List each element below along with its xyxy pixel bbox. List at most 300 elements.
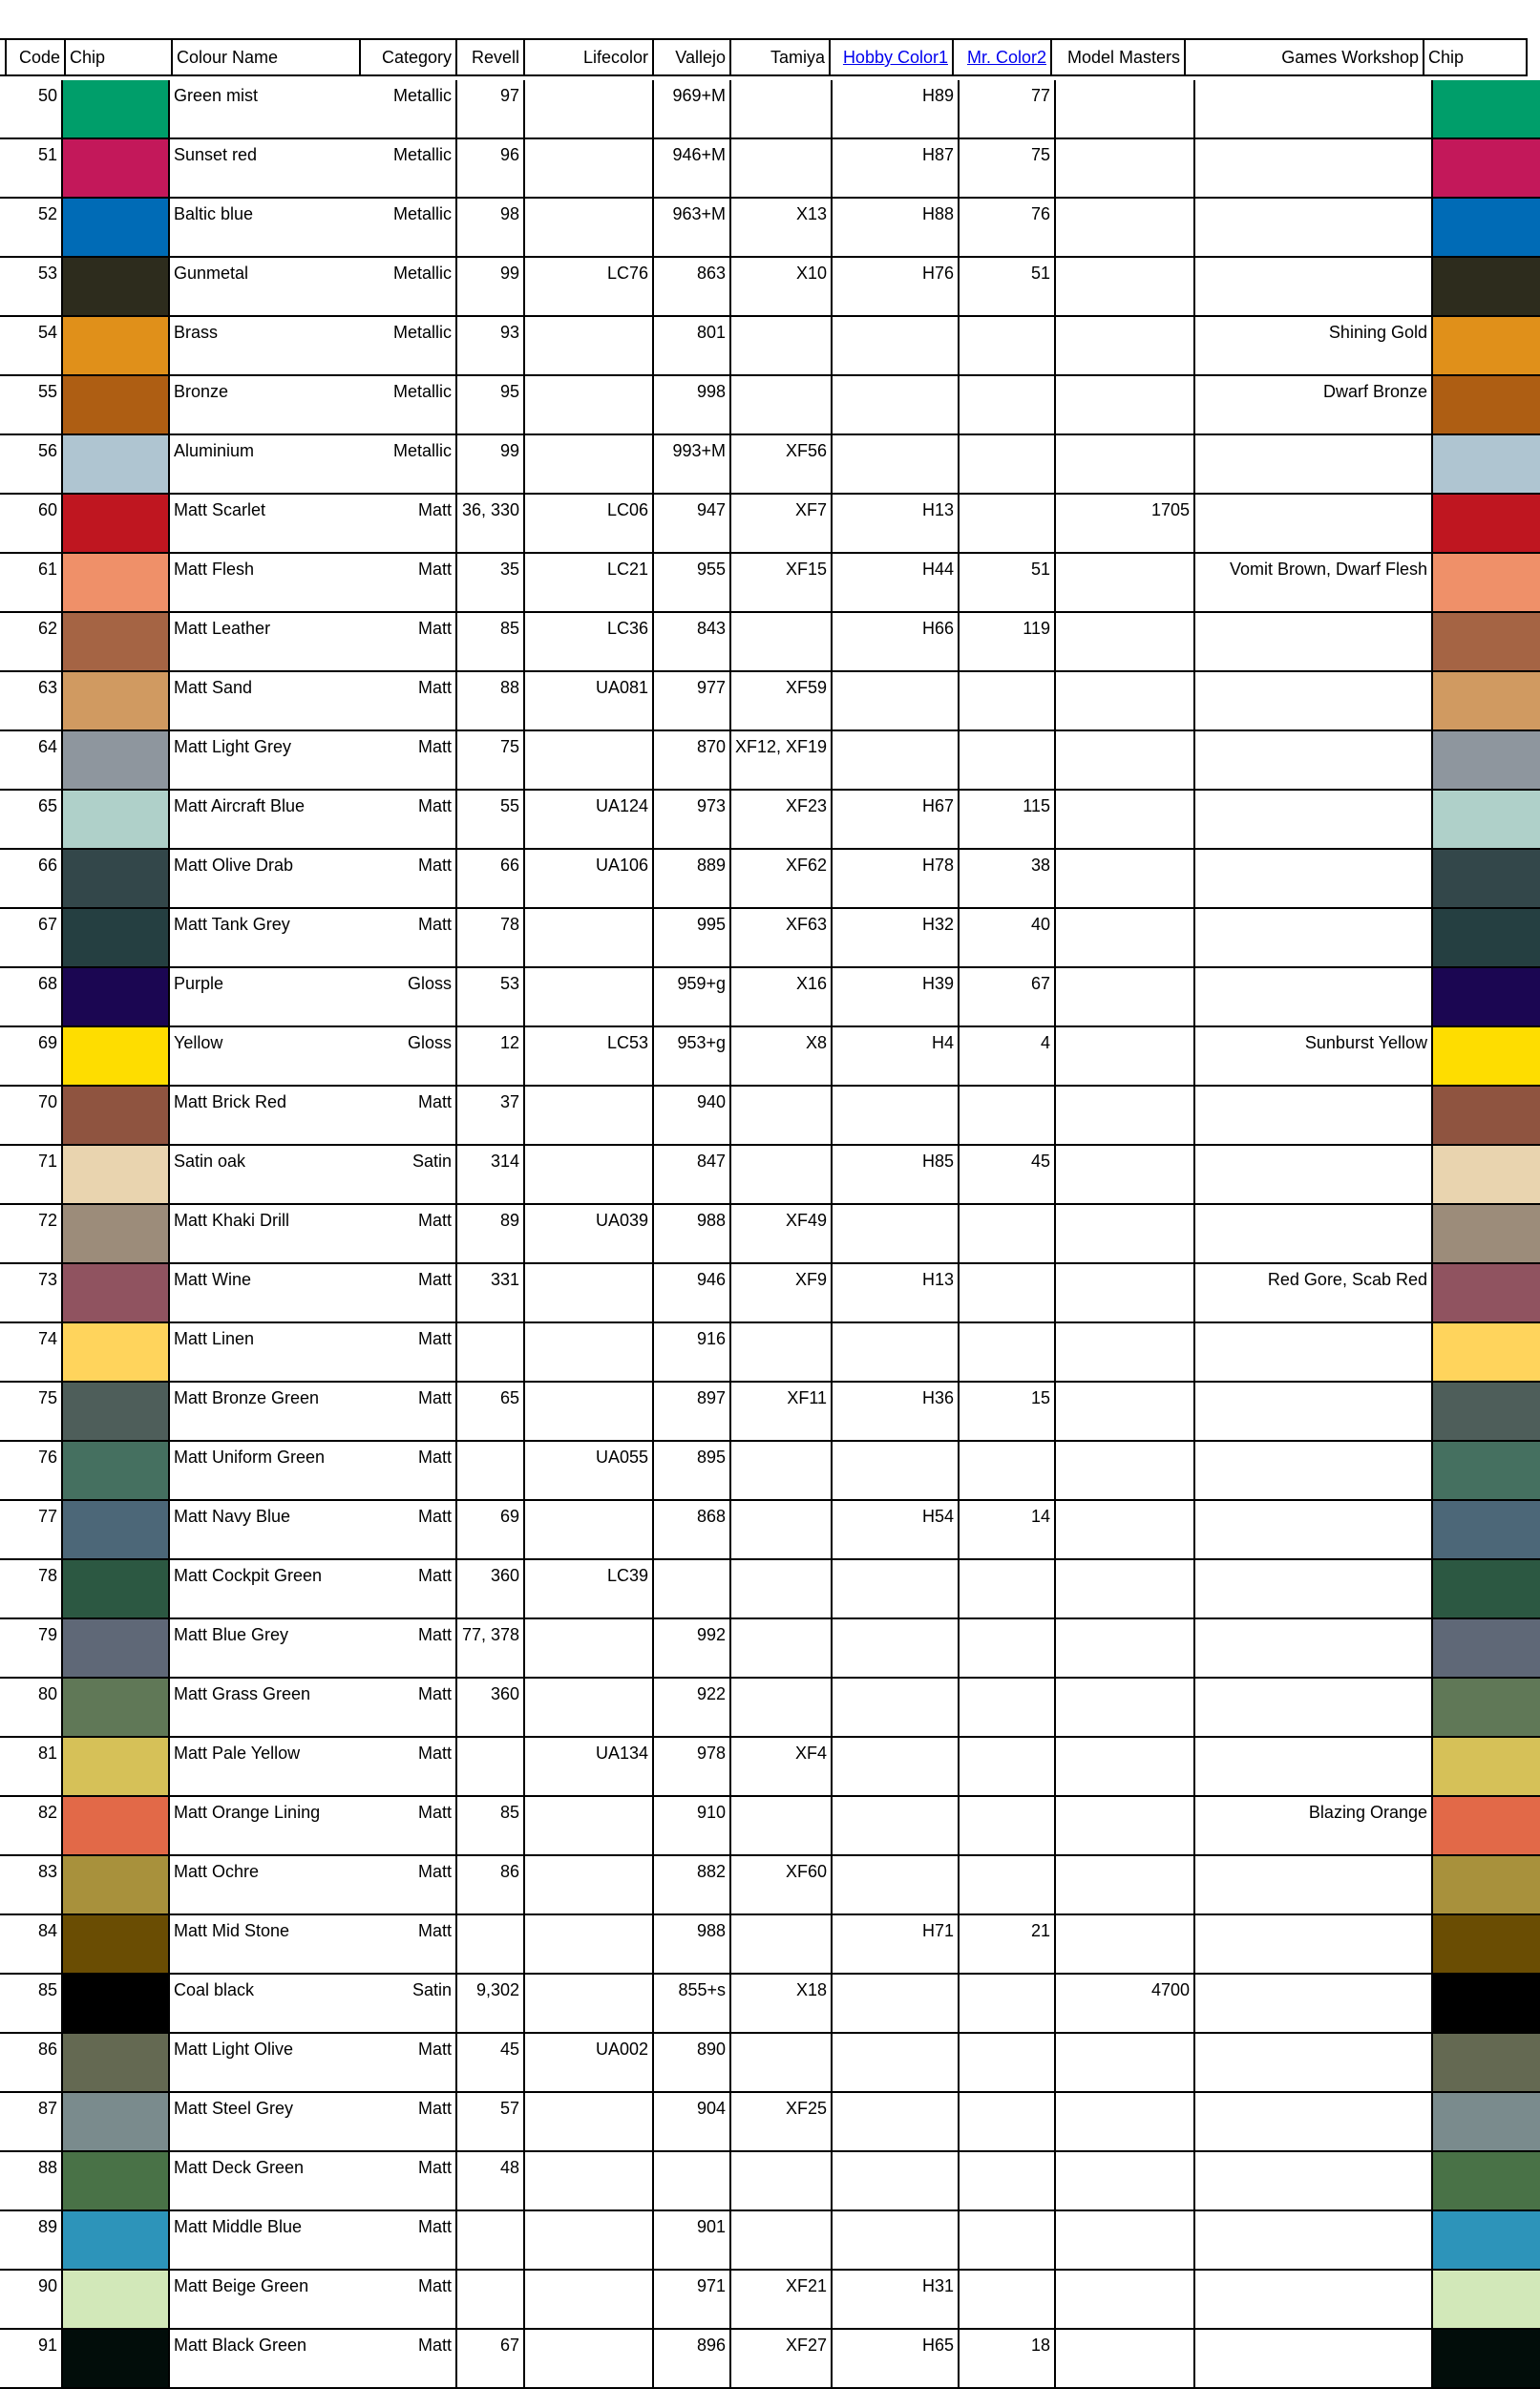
mr-color-cell (960, 495, 1054, 554)
model-masters-cell (1056, 317, 1193, 376)
vallejo-cell: 896 (696, 2336, 726, 2355)
category-cell: Matt (417, 2158, 452, 2177)
colour-chip-2 (1433, 139, 1540, 199)
revell-cell: 53 (499, 974, 519, 993)
header-model-masters: Model Masters (1066, 48, 1180, 67)
category-cell: Satin (411, 1980, 452, 1999)
code-cell: 77 (37, 1507, 57, 1526)
tamiya-cell: XF63 (785, 915, 827, 934)
revell-cell: 85 (499, 1803, 519, 1822)
games-workshop-cell: Blazing Orange (1308, 1803, 1427, 1822)
table-row (0, 139, 1540, 199)
vallejo-cell: 946+M (672, 145, 726, 164)
mr-color-cell (960, 2211, 1054, 2271)
tamiya-cell: XF12, XF19 (734, 737, 827, 756)
hobby-color-cell: H13 (921, 500, 954, 519)
colour-chip-2 (1433, 1560, 1540, 1619)
model-masters-cell: 1705 (1150, 500, 1190, 519)
code-cell: 71 (37, 1152, 57, 1171)
model-masters-cell (1056, 791, 1193, 850)
revell-cell: 35 (499, 560, 519, 579)
vallejo-cell: 897 (696, 1388, 726, 1407)
colour-name-cell: Matt Bronze Green (174, 1388, 320, 1407)
colour-chip-2 (1433, 1501, 1540, 1560)
colour-name-cell: Purple (174, 974, 224, 993)
vallejo-cell: 973 (696, 796, 726, 815)
mr-color-cell (960, 731, 1054, 791)
colour-name-cell: Matt Flesh (174, 560, 255, 579)
revell-cell: 12 (499, 1033, 519, 1052)
hobby-color-cell (833, 2211, 958, 2271)
colour-chip-2 (1433, 1619, 1540, 1679)
model-masters-cell (1056, 1264, 1193, 1323)
colour-chip (63, 1679, 168, 1738)
category-cell: Matt (417, 2099, 452, 2118)
tamiya-cell (731, 2211, 831, 2271)
lifecolor-cell (525, 1146, 652, 1205)
lifecolor-cell (525, 435, 652, 495)
code-cell: 86 (37, 2040, 57, 2059)
colour-name-cell: Matt Sand (174, 678, 253, 697)
colour-chip (63, 1383, 168, 1442)
vallejo-cell: 959+g (677, 974, 726, 993)
hobby-color-cell (833, 2093, 958, 2152)
lifecolor-cell (525, 139, 652, 199)
colour-name-cell: Matt Ochre (174, 1862, 260, 1881)
table-row (0, 1323, 1540, 1383)
category-cell: Gloss (407, 1033, 452, 1052)
tamiya-cell (731, 1146, 831, 1205)
mr-color-cell: 115 (1023, 796, 1050, 815)
model-masters-cell (1056, 2034, 1193, 2093)
code-cell: 68 (37, 974, 57, 993)
hobby-color-cell: H32 (921, 915, 954, 934)
colour-chip (63, 850, 168, 909)
colour-name-cell: Brass (174, 323, 219, 342)
mr-color-cell (960, 1087, 1054, 1146)
colour-name-cell: Green mist (174, 86, 259, 105)
lifecolor-cell (525, 1797, 652, 1856)
lifecolor-cell: LC39 (606, 1566, 648, 1585)
colour-name-cell: Baltic blue (174, 204, 254, 223)
vallejo-cell: 988 (696, 1921, 726, 1940)
model-masters-cell (1056, 1856, 1193, 1915)
lifecolor-cell (525, 1975, 652, 2034)
games-workshop-cell (1195, 791, 1431, 850)
colour-name-cell: Matt Light Grey (174, 737, 292, 756)
colour-chip (63, 1738, 168, 1797)
header-colour-name: Colour Name (177, 48, 279, 67)
category-cell: Matt (417, 2040, 452, 2059)
model-masters-cell (1056, 613, 1193, 672)
table-row (0, 1442, 1540, 1501)
column-divider (61, 80, 63, 2389)
games-workshop-cell (1195, 1442, 1431, 1501)
vallejo-cell: 947 (696, 500, 726, 519)
model-masters-cell (1056, 1738, 1193, 1797)
revell-cell: 57 (499, 2099, 519, 2118)
games-workshop-cell (1195, 495, 1431, 554)
hobby-color-cell: H54 (921, 1507, 954, 1526)
colour-chip-2 (1433, 199, 1540, 258)
mr-color-cell: 21 (1030, 1921, 1050, 1940)
vallejo-cell: 895 (696, 1448, 726, 1467)
colour-chip (63, 1087, 168, 1146)
colour-chip (63, 317, 168, 376)
column-divider (455, 80, 457, 2389)
colour-chip (63, 791, 168, 850)
code-cell: 84 (37, 1921, 57, 1940)
colour-name-cell: Matt Navy Blue (174, 1507, 291, 1526)
revell-cell: 45 (499, 2040, 519, 2059)
colour-name-cell: Matt Mid Stone (174, 1921, 290, 1940)
lifecolor-cell (525, 1856, 652, 1915)
category-cell: Matt (417, 2336, 452, 2355)
colour-chip-2 (1433, 495, 1540, 554)
table-row (0, 731, 1540, 791)
tamiya-cell: XF11 (787, 1388, 827, 1407)
mr-color-cell: 14 (1030, 1507, 1050, 1526)
games-workshop-cell (1195, 1679, 1431, 1738)
mr-color-cell: 75 (1030, 145, 1050, 164)
vallejo-cell: 998 (696, 382, 726, 401)
table-row (0, 1383, 1540, 1442)
colour-chip (63, 1442, 168, 1501)
colour-chip-2 (1433, 376, 1540, 435)
hobby-color-cell (833, 1797, 958, 1856)
code-cell: 80 (37, 1684, 57, 1703)
revell-cell: 360 (490, 1684, 519, 1703)
colour-chip-2 (1433, 613, 1540, 672)
model-masters-cell (1056, 2271, 1193, 2330)
mr-color-cell: 15 (1030, 1388, 1050, 1407)
hobby-color-cell: H67 (921, 796, 954, 815)
mr-color-cell: 67 (1030, 974, 1050, 993)
table-row (0, 317, 1540, 376)
games-workshop-cell (1195, 1087, 1431, 1146)
mr-color-cell: 119 (1023, 619, 1050, 638)
table-row (0, 1560, 1540, 1619)
lifecolor-cell (525, 2271, 652, 2330)
category-cell: Matt (417, 2276, 452, 2295)
model-masters-cell: 4700 (1150, 1980, 1190, 1999)
lifecolor-cell (525, 2093, 652, 2152)
table-row (0, 1027, 1540, 1087)
colour-name-cell: Matt Scarlet (174, 500, 266, 519)
revell-cell: 37 (499, 1092, 519, 1111)
revell-cell: 95 (499, 382, 519, 401)
colour-name-cell: Matt Blue Grey (174, 1625, 289, 1644)
colour-name-cell: Satin oak (174, 1152, 246, 1171)
vallejo-cell: 977 (696, 678, 726, 697)
colour-chip (63, 1975, 168, 2034)
games-workshop-cell (1195, 435, 1431, 495)
model-masters-cell (1056, 1797, 1193, 1856)
hobby-color-cell: H13 (921, 1270, 954, 1289)
mr-color-cell (960, 1797, 1054, 1856)
hobby-color-cell: H65 (921, 2336, 954, 2355)
category-cell: Matt (417, 2217, 452, 2236)
model-masters-cell (1056, 672, 1193, 731)
colour-chip-2 (1433, 1383, 1540, 1442)
colour-name-cell: Matt Deck Green (174, 2158, 305, 2177)
colour-chip-2 (1433, 791, 1540, 850)
table-row (0, 1087, 1540, 1146)
header-hobby-color[interactable] (831, 38, 952, 76)
header-divider (1526, 38, 1528, 76)
lifecolor-cell: UA002 (595, 2040, 648, 2059)
colour-chip (63, 1501, 168, 1560)
vallejo-cell: 863 (696, 264, 726, 283)
column-divider (958, 80, 960, 2389)
hobby-color-link[interactable]: Hobby Color1 (842, 48, 948, 67)
category-cell: Metallic (392, 204, 452, 223)
vallejo-cell: 946 (696, 1270, 726, 1289)
colour-chip-2 (1433, 1264, 1540, 1323)
lifecolor-cell (525, 317, 652, 376)
lifecolor-cell (525, 199, 652, 258)
mr-color-cell (960, 1323, 1054, 1383)
revell-cell: 99 (499, 264, 519, 283)
table-row (0, 2093, 1540, 2152)
mr-color-cell (960, 317, 1054, 376)
code-cell: 91 (37, 2336, 57, 2355)
lifecolor-cell (525, 1087, 652, 1146)
column-divider (1431, 80, 1433, 2389)
revell-cell (457, 1323, 523, 1383)
model-masters-cell (1056, 1560, 1193, 1619)
mr-color-cell (960, 1679, 1054, 1738)
tamiya-cell: XF23 (785, 796, 827, 815)
code-cell: 51 (37, 145, 57, 164)
table-row (0, 1738, 1540, 1797)
category-cell: Metallic (392, 145, 452, 164)
colour-chip (63, 968, 168, 1027)
mr-color-cell (960, 1442, 1054, 1501)
table-row (0, 80, 1540, 139)
vallejo-cell: 868 (696, 1507, 726, 1526)
model-masters-cell (1056, 1619, 1193, 1679)
table-row (0, 1619, 1540, 1679)
colour-chip-2 (1433, 2330, 1540, 2389)
model-masters-cell (1056, 1383, 1193, 1442)
colour-name-cell: Bronze (174, 382, 229, 401)
header-mr-color[interactable] (954, 38, 1050, 76)
code-cell: 61 (37, 560, 57, 579)
category-cell: Matt (417, 1862, 452, 1881)
revell-cell: 55 (499, 796, 519, 815)
colour-name-cell: Yellow (174, 1033, 223, 1052)
code-cell: 50 (37, 86, 57, 105)
table-row (0, 1146, 1540, 1205)
category-cell: Matt (417, 1566, 452, 1585)
games-workshop-cell (1195, 1323, 1431, 1383)
revell-cell: 98 (499, 204, 519, 223)
revell-cell: 88 (499, 678, 519, 697)
colour-chip (63, 2271, 168, 2330)
revell-cell: 66 (499, 856, 519, 875)
games-workshop-cell (1195, 968, 1431, 1027)
tamiya-cell: XF21 (785, 2276, 827, 2295)
code-cell: 76 (37, 1448, 57, 1467)
mr-color-cell (960, 2271, 1054, 2330)
revell-cell (457, 2271, 523, 2330)
lifecolor-cell: UA081 (595, 678, 648, 697)
category-cell: Matt (417, 500, 452, 519)
games-workshop-cell (1195, 1205, 1431, 1264)
colour-name-cell: Matt Brick Red (174, 1092, 287, 1111)
hobby-color-cell: H78 (921, 856, 954, 875)
mr-color-cell (960, 1975, 1054, 2034)
model-masters-cell (1056, 1027, 1193, 1087)
table-row (0, 1501, 1540, 1560)
colour-chip-2 (1433, 1087, 1540, 1146)
table-row (0, 1797, 1540, 1856)
category-cell: Matt (417, 737, 452, 756)
colour-chip (63, 1264, 168, 1323)
category-cell: Matt (417, 915, 452, 934)
colour-name-cell: Matt Steel Grey (174, 2099, 294, 2118)
category-cell: Matt (417, 1448, 452, 1467)
colour-chip-2 (1433, 731, 1540, 791)
tamiya-cell: XF49 (785, 1211, 827, 1230)
lifecolor-cell (525, 1915, 652, 1975)
code-cell: 54 (37, 323, 57, 342)
table-row (0, 1264, 1540, 1323)
table-row (0, 1915, 1540, 1975)
category-cell: Metallic (392, 323, 452, 342)
code-cell: 90 (37, 2276, 57, 2295)
table-row (0, 2211, 1540, 2271)
column-divider (168, 80, 170, 2389)
code-cell: 70 (37, 1092, 57, 1111)
games-workshop-cell (1195, 1975, 1431, 2034)
games-workshop-cell (1195, 672, 1431, 731)
model-masters-cell (1056, 2093, 1193, 2152)
table-row (0, 613, 1540, 672)
lifecolor-cell: UA055 (595, 1448, 648, 1467)
code-cell: 88 (37, 2158, 57, 2177)
code-cell: 89 (37, 2217, 57, 2236)
hobby-color-cell (833, 1679, 958, 1738)
lifecolor-cell: LC53 (606, 1033, 648, 1052)
category-cell: Matt (417, 1507, 452, 1526)
column-divider (729, 80, 731, 2389)
code-cell: 85 (37, 1980, 57, 1999)
model-masters-cell (1056, 1501, 1193, 1560)
mr-color-cell (960, 1205, 1054, 1264)
colour-name-cell: Matt Olive Drab (174, 856, 294, 875)
games-workshop-cell (1195, 1560, 1431, 1619)
code-cell: 69 (37, 1033, 57, 1052)
hobby-color-cell: H88 (921, 204, 954, 223)
table-row (0, 2152, 1540, 2211)
lifecolor-cell (525, 909, 652, 968)
lifecolor-cell: UA106 (595, 856, 648, 875)
mr-color-cell (960, 1264, 1054, 1323)
revell-cell: 93 (499, 323, 519, 342)
revell-cell: 78 (499, 915, 519, 934)
code-cell: 78 (37, 1566, 57, 1585)
tamiya-cell (731, 80, 831, 139)
vallejo-cell: 953+g (677, 1033, 726, 1052)
model-masters-cell (1056, 554, 1193, 613)
table-row (0, 968, 1540, 1027)
category-cell: Matt (417, 1388, 452, 1407)
code-cell: 79 (37, 1625, 57, 1644)
colour-chip (63, 139, 168, 199)
model-masters-cell (1056, 909, 1193, 968)
colour-table (0, 80, 1540, 2389)
table-row (0, 672, 1540, 731)
category-cell: Matt (417, 1270, 452, 1289)
code-cell: 65 (37, 796, 57, 815)
hobby-color-cell: H85 (921, 1152, 954, 1171)
games-workshop-cell (1195, 80, 1431, 139)
tamiya-cell: XF4 (794, 1744, 827, 1763)
revell-cell: 360 (490, 1566, 519, 1585)
mr-color-cell: 51 (1030, 264, 1050, 283)
table-row (0, 258, 1540, 317)
mr-color-cell (960, 1856, 1054, 1915)
vallejo-cell: 890 (696, 2040, 726, 2059)
header-code: Code (18, 48, 60, 67)
lifecolor-cell (525, 1323, 652, 1383)
games-workshop-cell (1195, 2093, 1431, 2152)
table-row (0, 791, 1540, 850)
category-cell: Metallic (392, 382, 452, 401)
model-masters-cell (1056, 435, 1193, 495)
table-row (0, 909, 1540, 968)
mr-color-cell (960, 2034, 1054, 2093)
colour-chip (63, 1915, 168, 1975)
category-cell: Matt (417, 1211, 452, 1230)
colour-chip (63, 613, 168, 672)
revell-cell: 314 (490, 1152, 519, 1171)
lifecolor-cell (525, 2211, 652, 2271)
hobby-color-cell (833, 1442, 958, 1501)
lifecolor-cell (525, 1264, 652, 1323)
vallejo-cell (654, 2152, 729, 2211)
model-masters-cell (1056, 1679, 1193, 1738)
hobby-color-cell (833, 1619, 958, 1679)
tamiya-cell (731, 613, 831, 672)
colour-chip-2 (1433, 2034, 1540, 2093)
games-workshop-cell (1195, 909, 1431, 968)
vallejo-cell: 963+M (672, 204, 726, 223)
model-masters-cell (1056, 731, 1193, 791)
mr-color-cell (960, 435, 1054, 495)
colour-chip (63, 1027, 168, 1087)
mr-color-link[interactable]: Mr. Color2 (966, 48, 1046, 67)
mr-color-cell: 18 (1030, 2336, 1050, 2355)
vallejo-cell: 940 (696, 1092, 726, 1111)
tamiya-cell (731, 1679, 831, 1738)
colour-chip (63, 1323, 168, 1383)
category-cell: Matt (417, 1744, 452, 1763)
revell-cell (457, 1738, 523, 1797)
revell-cell: 48 (499, 2158, 519, 2177)
model-masters-cell (1056, 1146, 1193, 1205)
hobby-color-cell (833, 1856, 958, 1915)
table-row (0, 1679, 1540, 1738)
tamiya-cell: XF62 (785, 856, 827, 875)
column-divider (1193, 80, 1195, 2389)
vallejo-cell: 988 (696, 1211, 726, 1230)
colour-chip (63, 2034, 168, 2093)
games-workshop-cell (1195, 2271, 1431, 2330)
colour-chip-2 (1433, 435, 1540, 495)
